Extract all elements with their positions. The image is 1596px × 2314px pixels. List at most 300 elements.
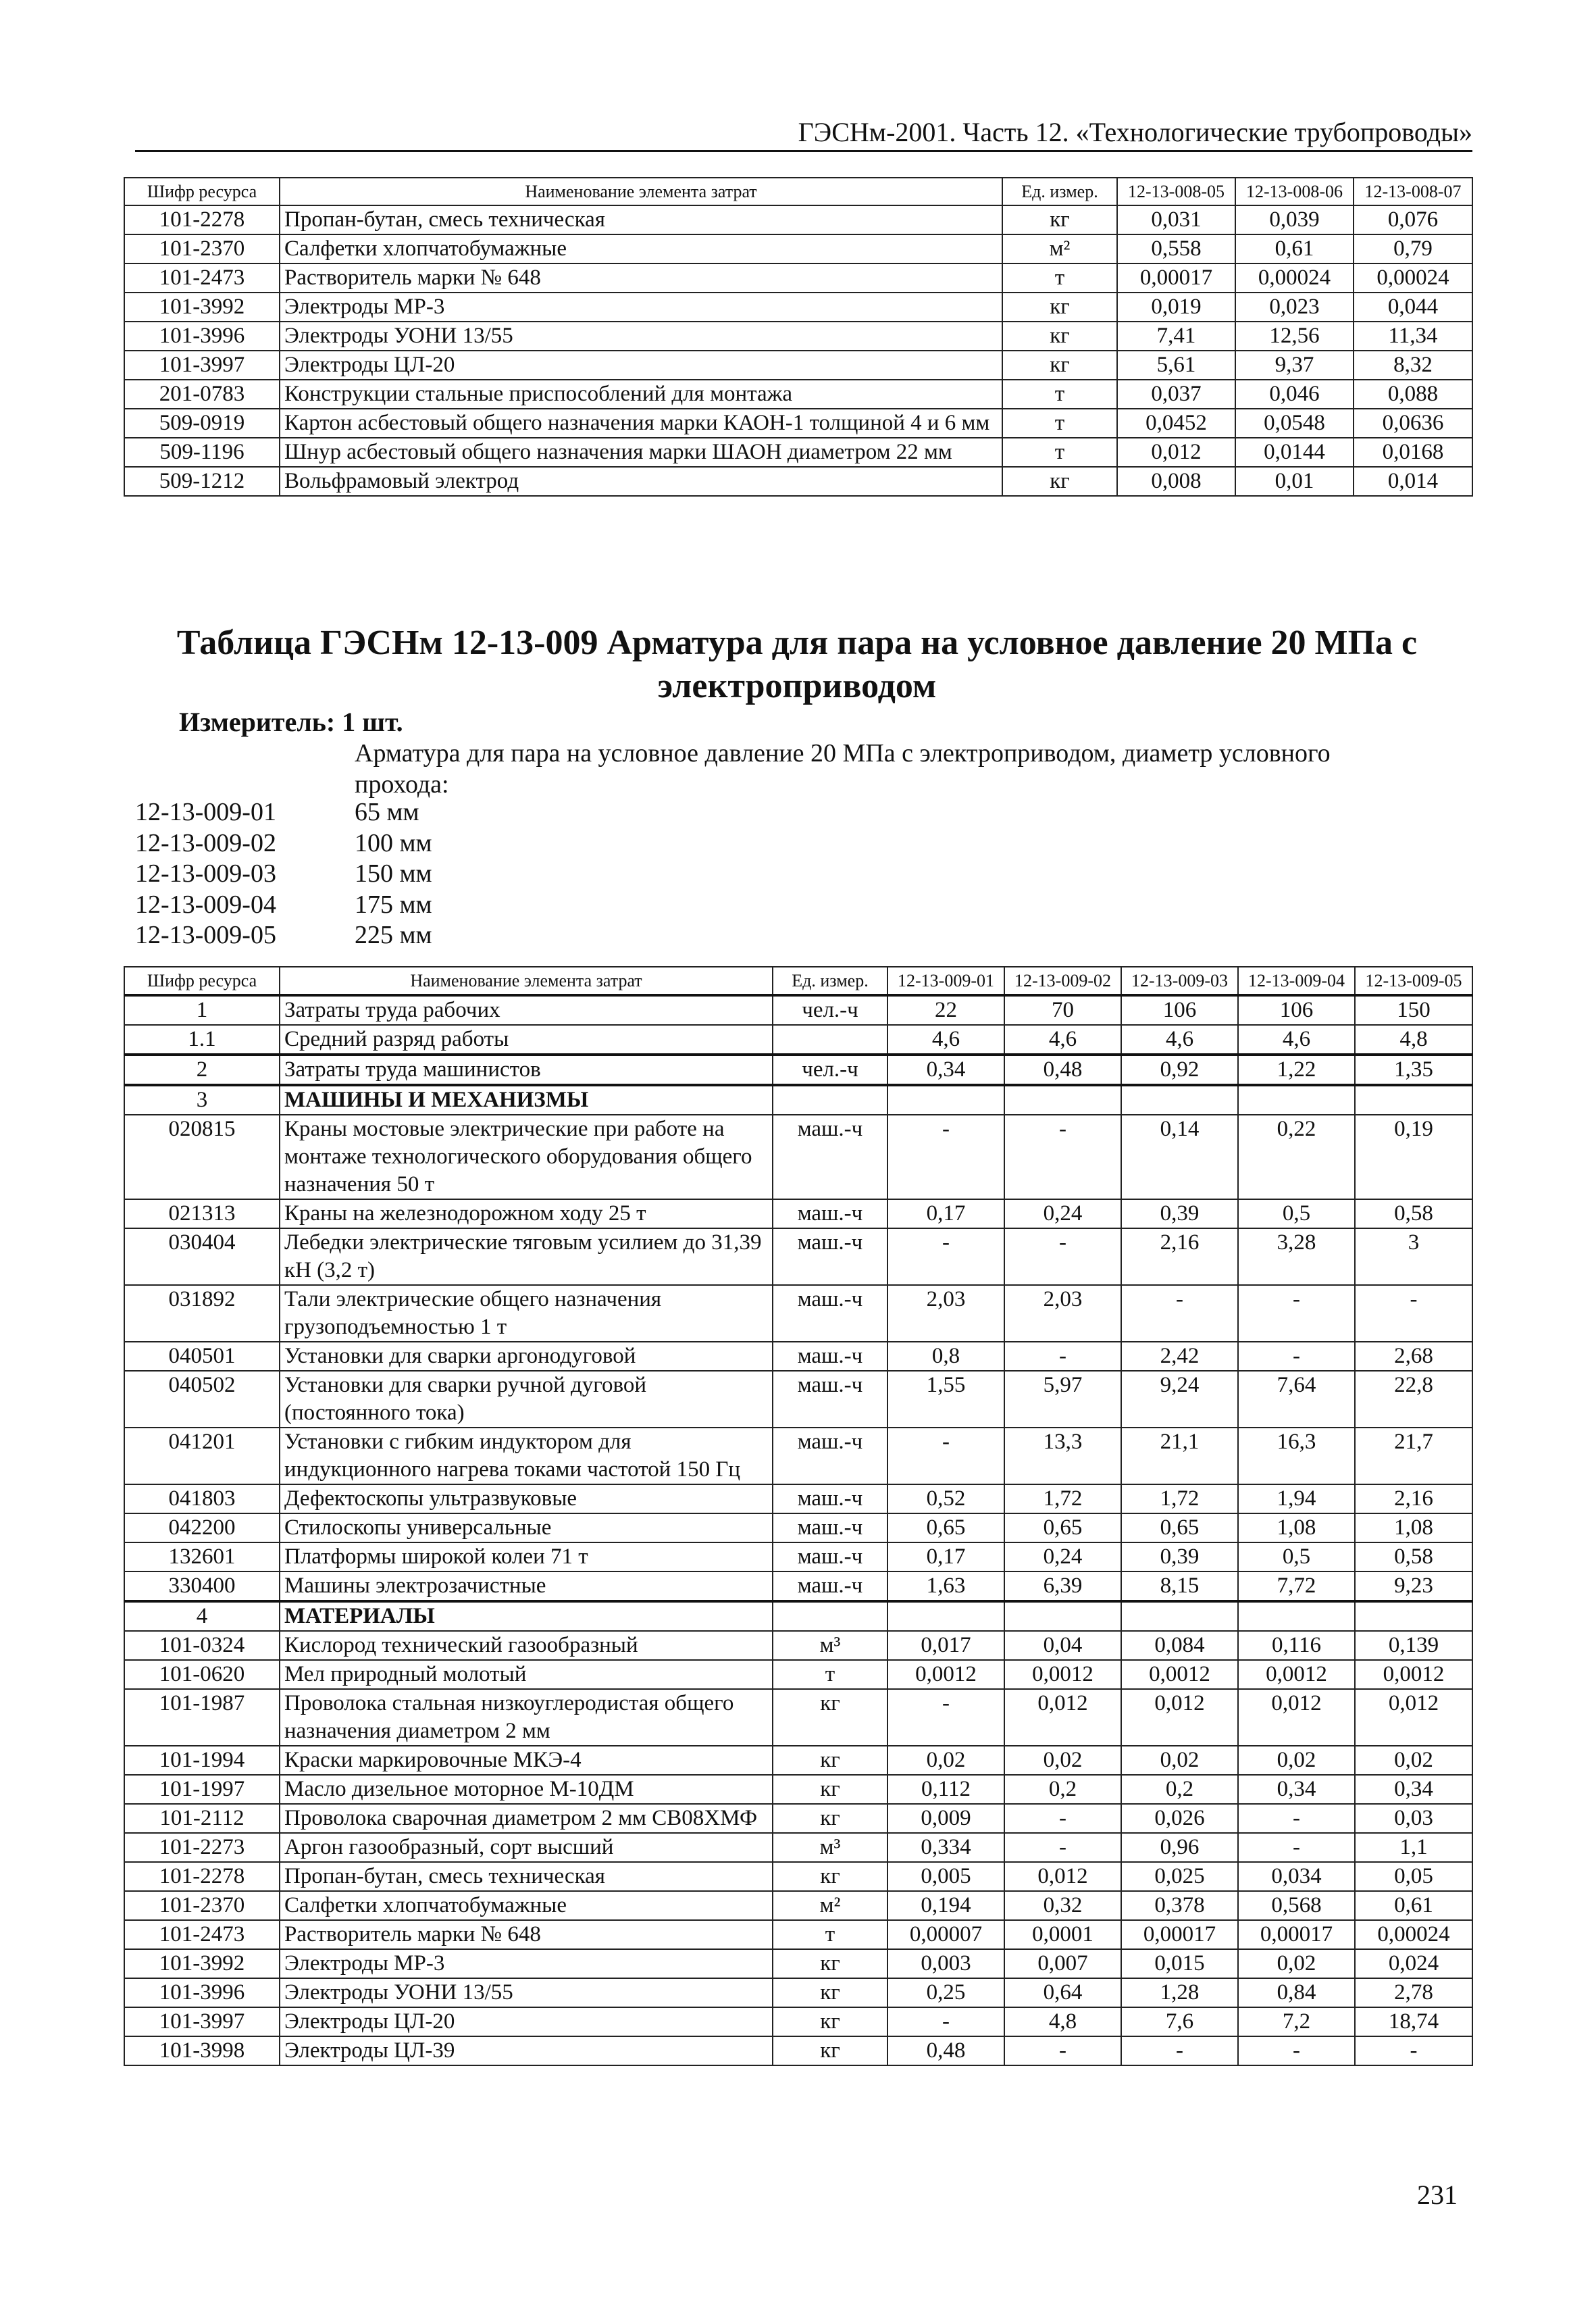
resource-name-cell: МАТЕРИАЛЫ bbox=[280, 1601, 773, 1631]
unit-cell: м³ bbox=[773, 1833, 887, 1862]
norm-value-cell: - bbox=[1121, 2036, 1238, 2065]
variant-value: 225 мм bbox=[355, 921, 432, 949]
norm-value-cell bbox=[1004, 1085, 1121, 1115]
norm-value-cell: 2,16 bbox=[1121, 1228, 1238, 1285]
resource-name-cell: Электроды УОНИ 13/55 bbox=[280, 1978, 773, 2007]
norm-value-cell: 0,25 bbox=[887, 1978, 1004, 2007]
unit-cell: кг bbox=[1002, 351, 1117, 380]
unit-cell: кг bbox=[1002, 205, 1117, 234]
norm-value-cell: - bbox=[1238, 2036, 1355, 2065]
column-header-name: Наименование элемента затрат bbox=[280, 178, 1002, 205]
norm-value-cell: 4,6 bbox=[1238, 1025, 1355, 1055]
table-row bbox=[124, 205, 1472, 234]
table-row bbox=[124, 263, 1472, 293]
norm-value-cell: 2,03 bbox=[887, 1285, 1004, 1342]
variant-item bbox=[135, 920, 432, 951]
unit-cell: кг bbox=[773, 1775, 887, 1804]
resource-code-cell: 330400 bbox=[124, 1571, 280, 1601]
norm-value-cell bbox=[1238, 1085, 1355, 1115]
norm-value-cell: 0,025 bbox=[1121, 1862, 1238, 1891]
norm-value-cell: 0,61 bbox=[1355, 1891, 1472, 1920]
table-row bbox=[124, 1804, 1472, 1833]
norm-value-cell: 0,023 bbox=[1235, 293, 1354, 322]
unit-cell: кг bbox=[773, 2036, 887, 2065]
variant-list bbox=[135, 797, 432, 951]
norm-value-cell: 18,74 bbox=[1355, 2007, 1472, 2036]
norm-value-cell: 1,08 bbox=[1355, 1513, 1472, 1542]
unit-cell bbox=[773, 1085, 887, 1115]
norm-value-cell: 4,8 bbox=[1355, 1025, 1472, 1055]
unit-cell: м² bbox=[773, 1891, 887, 1920]
norm-value-cell: 0,024 bbox=[1355, 1949, 1472, 1978]
table-title: Таблица ГЭСНм 12-13-009 Арматура для пара на условное давление 20 МПа с электроприводом bbox=[176, 624, 1418, 705]
resource-code-cell: 041201 bbox=[124, 1428, 280, 1484]
table-row bbox=[124, 467, 1472, 496]
unit-cell: кг bbox=[773, 1862, 887, 1891]
norm-value-cell: - bbox=[1004, 1833, 1121, 1862]
norm-value-cell: 0,012 bbox=[1355, 1689, 1472, 1746]
resource-code-cell: 201-0783 bbox=[124, 380, 280, 409]
unit-cell: м² bbox=[1002, 234, 1117, 263]
norm-value-cell: 0,65 bbox=[1004, 1513, 1121, 1542]
norm-value-cell: 0,39 bbox=[1121, 1199, 1238, 1228]
unit-cell: кг bbox=[773, 1689, 887, 1746]
norm-value-cell: 9,23 bbox=[1355, 1571, 1472, 1601]
resource-name-cell: Краски маркировочные МКЭ-4 bbox=[280, 1746, 773, 1775]
table-row bbox=[124, 1025, 1472, 1055]
norm-value-cell: 0,14 bbox=[1121, 1115, 1238, 1199]
unit-cell: кг bbox=[773, 1949, 887, 1978]
norm-value-cell: - bbox=[1004, 1115, 1121, 1199]
resource-code-cell: 101-2370 bbox=[124, 1891, 280, 1920]
table-row bbox=[124, 1660, 1472, 1689]
norm-value-cell: 4,8 bbox=[1004, 2007, 1121, 2036]
resource-code-cell: 101-3997 bbox=[124, 2007, 280, 2036]
table-row bbox=[124, 1891, 1472, 1920]
column-header-norm: 12-13-009-02 bbox=[1004, 967, 1121, 995]
resource-name-cell: Стилоскопы универсальные bbox=[280, 1513, 773, 1542]
table-description: Арматура для пара на условное давление 20 МПа с электроприводом, диаметр условного прохода: bbox=[355, 739, 1331, 799]
resource-table-008 bbox=[124, 177, 1473, 497]
norm-value-cell: 0,0012 bbox=[1004, 1660, 1121, 1689]
unit-cell: т bbox=[1002, 438, 1117, 467]
norm-value-cell: 0,04 bbox=[1004, 1631, 1121, 1660]
resource-code-cell: 4 bbox=[124, 1601, 280, 1631]
unit-cell: маш.-ч bbox=[773, 1371, 887, 1428]
norm-value-cell: 1,55 bbox=[887, 1371, 1004, 1428]
norm-value-cell: 0,02 bbox=[1238, 1746, 1355, 1775]
resource-code-cell: 101-1997 bbox=[124, 1775, 280, 1804]
norm-value-cell bbox=[1121, 1601, 1238, 1631]
norm-value-cell: 0,05 bbox=[1355, 1862, 1472, 1891]
norm-value-cell: 0,02 bbox=[1355, 1746, 1472, 1775]
section-row bbox=[124, 1085, 1472, 1115]
norm-value-cell: 0,088 bbox=[1354, 380, 1472, 409]
norm-value-cell: 21,7 bbox=[1355, 1428, 1472, 1484]
section-row bbox=[124, 1601, 1472, 1631]
column-header-unit: Ед. измер. bbox=[773, 967, 887, 995]
norm-value-cell: 1,1 bbox=[1355, 1833, 1472, 1862]
unit-cell: м³ bbox=[773, 1631, 887, 1660]
header-rule bbox=[135, 150, 1472, 152]
table-row bbox=[124, 995, 1472, 1025]
norm-value-cell: 1,63 bbox=[887, 1571, 1004, 1601]
norm-value-cell: 0,00024 bbox=[1235, 263, 1354, 293]
column-header-norm: 12-13-008-06 bbox=[1235, 178, 1354, 205]
variant-code: 12-13-009-03 bbox=[135, 859, 276, 888]
norm-value-cell: 0,012 bbox=[1117, 438, 1235, 467]
resource-name-cell: Установки для сварки ручной дуговой (постоянного тока) bbox=[280, 1371, 773, 1428]
norm-value-cell: 2,78 bbox=[1355, 1978, 1472, 2007]
norm-value-cell: 0,0012 bbox=[1238, 1660, 1355, 1689]
resource-code-cell: 101-0324 bbox=[124, 1631, 280, 1660]
resource-name-cell: Растворитель марки № 648 bbox=[280, 263, 1002, 293]
norm-value-cell: 0,5 bbox=[1238, 1542, 1355, 1571]
resource-name-cell: Краны мостовые электрические при работе на монтаже технологического оборудования общего назначения 50 т bbox=[280, 1115, 773, 1199]
norm-value-cell: 13,3 bbox=[1004, 1428, 1121, 1484]
resource-code-cell: 2 bbox=[124, 1055, 280, 1085]
table-row bbox=[124, 1862, 1472, 1891]
unit-cell: т bbox=[773, 1660, 887, 1689]
norm-value-cell: 2,42 bbox=[1121, 1342, 1238, 1371]
norm-value-cell: - bbox=[887, 1115, 1004, 1199]
norm-value-cell: 0,019 bbox=[1117, 293, 1235, 322]
norm-value-cell: - bbox=[887, 1428, 1004, 1484]
norm-value-cell: 106 bbox=[1121, 995, 1238, 1025]
norm-value-cell: 0,17 bbox=[887, 1199, 1004, 1228]
column-header-norm: 12-13-009-05 bbox=[1355, 967, 1472, 995]
table-row bbox=[124, 409, 1472, 438]
table-row bbox=[124, 1746, 1472, 1775]
norm-value-cell bbox=[1355, 1085, 1472, 1115]
resource-name-cell: МАШИНЫ И МЕХАНИЗМЫ bbox=[280, 1085, 773, 1115]
norm-value-cell: 5,97 bbox=[1004, 1371, 1121, 1428]
norm-value-cell: 11,34 bbox=[1354, 322, 1472, 351]
table-row bbox=[124, 1428, 1472, 1484]
resource-code-cell: 101-2278 bbox=[124, 1862, 280, 1891]
norm-value-cell: 0,007 bbox=[1004, 1949, 1121, 1978]
norm-value-cell: 0,96 bbox=[1121, 1833, 1238, 1862]
table-row bbox=[124, 438, 1472, 467]
unit-cell: маш.-ч bbox=[773, 1228, 887, 1285]
resource-name-cell: Электроды ЦЛ-20 bbox=[280, 2007, 773, 2036]
norm-value-cell bbox=[887, 1085, 1004, 1115]
norm-value-cell: 0,65 bbox=[1121, 1513, 1238, 1542]
norm-value-cell: 21,1 bbox=[1121, 1428, 1238, 1484]
resource-name-cell: Лебедки электрические тяговым усилием до 31,39 кН (3,2 т) bbox=[280, 1228, 773, 1285]
norm-value-cell: 0,02 bbox=[1121, 1746, 1238, 1775]
variant-code: 12-13-009-02 bbox=[135, 828, 276, 857]
variant-code: 12-13-009-01 bbox=[135, 798, 276, 826]
norm-value-cell: 70 bbox=[1004, 995, 1121, 1025]
resource-code-cell: 020815 bbox=[124, 1115, 280, 1199]
resource-name-cell: Машины электрозачистные bbox=[280, 1571, 773, 1601]
norm-value-cell: 0,00017 bbox=[1121, 1920, 1238, 1949]
resource-name-cell: Электроды ЦЛ-20 bbox=[280, 351, 1002, 380]
norm-value-cell: 0,2 bbox=[1121, 1775, 1238, 1804]
variant-item bbox=[135, 828, 432, 859]
norm-value-cell: 0,568 bbox=[1238, 1891, 1355, 1920]
norm-value-cell: 0,64 bbox=[1004, 1978, 1121, 2007]
norm-value-cell: 3,28 bbox=[1238, 1228, 1355, 1285]
unit-cell: кг bbox=[773, 1804, 887, 1833]
variant-value: 100 мм bbox=[355, 828, 432, 857]
table-row bbox=[124, 1978, 1472, 2007]
table-row bbox=[124, 1115, 1472, 1199]
norm-value-cell: 9,37 bbox=[1235, 351, 1354, 380]
norm-value-cell: 0,005 bbox=[887, 1862, 1004, 1891]
table-header-row bbox=[124, 178, 1472, 205]
norm-value-cell: 0,009 bbox=[887, 1804, 1004, 1833]
resource-name-cell: Электроды УОНИ 13/55 bbox=[280, 322, 1002, 351]
norm-value-cell: 1,22 bbox=[1238, 1055, 1355, 1085]
resource-code-cell: 101-2278 bbox=[124, 205, 280, 234]
norm-value-cell: 0,58 bbox=[1355, 1542, 1472, 1571]
norm-value-cell: 0,0636 bbox=[1354, 409, 1472, 438]
norm-value-cell: 0,046 bbox=[1235, 380, 1354, 409]
norm-value-cell: 7,64 bbox=[1238, 1371, 1355, 1428]
norm-value-cell bbox=[1355, 1601, 1472, 1631]
table-row bbox=[124, 1542, 1472, 1571]
norm-value-cell: 0,48 bbox=[887, 2036, 1004, 2065]
table-row bbox=[124, 2036, 1472, 2065]
norm-value-cell: - bbox=[1238, 1804, 1355, 1833]
resource-name-cell: Проволока сварочная диаметром 2 мм СВ08ХМФ bbox=[280, 1804, 773, 1833]
resource-code-cell: 041803 bbox=[124, 1484, 280, 1513]
norm-value-cell: 0,22 bbox=[1238, 1115, 1355, 1199]
unit-cell: кг bbox=[1002, 322, 1117, 351]
resource-code-cell: 101-3996 bbox=[124, 1978, 280, 2007]
norm-value-cell: 16,3 bbox=[1238, 1428, 1355, 1484]
norm-value-cell: - bbox=[1355, 2036, 1472, 2065]
resource-code-cell: 101-1994 bbox=[124, 1746, 280, 1775]
norm-value-cell: - bbox=[1355, 1285, 1472, 1342]
norm-value-cell: 1,28 bbox=[1121, 1978, 1238, 2007]
norm-value-cell: 7,72 bbox=[1238, 1571, 1355, 1601]
norm-value-cell: 0,34 bbox=[1355, 1775, 1472, 1804]
norm-value-cell: 0,65 bbox=[887, 1513, 1004, 1542]
column-header-name: Наименование элемента затрат bbox=[280, 967, 773, 995]
norm-value-cell: 0,01 bbox=[1235, 467, 1354, 496]
norm-value-cell: 6,39 bbox=[1004, 1571, 1121, 1601]
norm-value-cell: 8,32 bbox=[1354, 351, 1472, 380]
norm-value-cell: 0,48 bbox=[1004, 1055, 1121, 1085]
resource-code-cell: 030404 bbox=[124, 1228, 280, 1285]
table-row bbox=[124, 351, 1472, 380]
norm-value-cell: 0,79 bbox=[1354, 234, 1472, 263]
norm-value-cell: 0,076 bbox=[1354, 205, 1472, 234]
norm-value-cell: 0,039 bbox=[1235, 205, 1354, 234]
resource-code-cell: 101-1987 bbox=[124, 1689, 280, 1746]
resource-code-cell: 101-0620 bbox=[124, 1660, 280, 1689]
table-row bbox=[124, 1285, 1472, 1342]
resource-code-cell: 101-3998 bbox=[124, 2036, 280, 2065]
norm-value-cell: 0,0001 bbox=[1004, 1920, 1121, 1949]
column-header-norm: 12-13-009-03 bbox=[1121, 967, 1238, 995]
resource-name-cell: Дефектоскопы ультразвуковые bbox=[280, 1484, 773, 1513]
norm-value-cell: 0,00017 bbox=[1238, 1920, 1355, 1949]
resource-name-cell: Мел природный молотый bbox=[280, 1660, 773, 1689]
resource-code-cell: 040501 bbox=[124, 1342, 280, 1371]
unit-cell: чел.-ч bbox=[773, 995, 887, 1025]
column-header-norm: 12-13-008-05 bbox=[1117, 178, 1235, 205]
column-header-code: Шифр ресурса bbox=[124, 178, 280, 205]
norm-value-cell: 0,334 bbox=[887, 1833, 1004, 1862]
unit-cell: т bbox=[1002, 263, 1117, 293]
resource-name-cell: Салфетки хлопчатобумажные bbox=[280, 234, 1002, 263]
norm-value-cell: 7,41 bbox=[1117, 322, 1235, 351]
variant-value: 150 мм bbox=[355, 859, 432, 888]
table-row bbox=[124, 1833, 1472, 1862]
unit-cell: т bbox=[1002, 380, 1117, 409]
norm-value-cell: 0,026 bbox=[1121, 1804, 1238, 1833]
resource-name-cell: Растворитель марки № 648 bbox=[280, 1920, 773, 1949]
resource-code-cell: 132601 bbox=[124, 1542, 280, 1571]
norm-value-cell: 0,558 bbox=[1117, 234, 1235, 263]
norm-value-cell: 0,52 bbox=[887, 1484, 1004, 1513]
resource-name-cell: Шнур асбестовый общего назначения марки ШАОН диаметром 22 мм bbox=[280, 438, 1002, 467]
norm-value-cell: 12,56 bbox=[1235, 322, 1354, 351]
table-row bbox=[124, 1371, 1472, 1428]
norm-value-cell: 1,72 bbox=[1121, 1484, 1238, 1513]
norm-value-cell: 1,94 bbox=[1238, 1484, 1355, 1513]
resource-name-cell: Затраты труда рабочих bbox=[280, 995, 773, 1025]
running-header: ГЭСНм-2001. Часть 12. «Технологические трубопроводы» bbox=[798, 117, 1472, 147]
resource-code-cell: 3 bbox=[124, 1085, 280, 1115]
norm-value-cell: 0,00024 bbox=[1354, 263, 1472, 293]
column-header-unit: Ед. измер. bbox=[1002, 178, 1117, 205]
norm-value-cell: 0,034 bbox=[1238, 1862, 1355, 1891]
resource-name-cell: Картон асбестовый общего назначения марки КАОН-1 толщиной 4 и 6 мм bbox=[280, 409, 1002, 438]
norm-value-cell: 0,0012 bbox=[1121, 1660, 1238, 1689]
resource-code-cell: 021313 bbox=[124, 1199, 280, 1228]
resource-name-cell: Краны на железнодорожном ходу 25 т bbox=[280, 1199, 773, 1228]
norm-value-cell: 0,24 bbox=[1004, 1542, 1121, 1571]
norm-value-cell: 22 bbox=[887, 995, 1004, 1025]
variant-item bbox=[135, 890, 432, 921]
unit-cell bbox=[773, 1025, 887, 1055]
resource-name-cell: Пропан-бутан, смесь техническая bbox=[280, 1862, 773, 1891]
norm-value-cell: - bbox=[1004, 1342, 1121, 1371]
norm-value-cell: 0,008 bbox=[1117, 467, 1235, 496]
norm-value-cell: - bbox=[1238, 1833, 1355, 1862]
norm-value-cell: 0,017 bbox=[887, 1631, 1004, 1660]
norm-value-cell: 2,68 bbox=[1355, 1342, 1472, 1371]
norm-value-cell: 0,03 bbox=[1355, 1804, 1472, 1833]
norm-value-cell: 0,92 bbox=[1121, 1055, 1238, 1085]
column-header-code: Шифр ресурса bbox=[124, 967, 280, 995]
norm-value-cell: 0,34 bbox=[887, 1055, 1004, 1085]
norm-value-cell: 4,6 bbox=[1121, 1025, 1238, 1055]
unit-cell: кг bbox=[773, 1978, 887, 2007]
resource-table-009 bbox=[124, 966, 1473, 2066]
unit-cell: кг bbox=[1002, 467, 1117, 496]
resource-code-cell: 031892 bbox=[124, 1285, 280, 1342]
unit-cell bbox=[773, 1601, 887, 1631]
unit-cell: маш.-ч bbox=[773, 1513, 887, 1542]
resource-code-cell: 509-1212 bbox=[124, 467, 280, 496]
measure-unit: Измеритель: 1 шт. bbox=[179, 707, 403, 737]
norm-value-cell: 0,014 bbox=[1354, 467, 1472, 496]
norm-value-cell: 0,139 bbox=[1355, 1631, 1472, 1660]
resource-name-cell: Масло дизельное моторное М-10ДМ bbox=[280, 1775, 773, 1804]
resource-name-cell: Аргон газообразный, сорт высший bbox=[280, 1833, 773, 1862]
unit-cell: маш.-ч bbox=[773, 1571, 887, 1601]
table-row bbox=[124, 1199, 1472, 1228]
unit-cell: маш.-ч bbox=[773, 1199, 887, 1228]
norm-value-cell: 0,0548 bbox=[1235, 409, 1354, 438]
norm-value-cell: 9,24 bbox=[1121, 1371, 1238, 1428]
norm-value-cell: 0,61 bbox=[1235, 234, 1354, 263]
norm-value-cell: 0,84 bbox=[1238, 1978, 1355, 2007]
resource-code-cell: 101-2370 bbox=[124, 234, 280, 263]
resource-name-cell: Средний разряд работы bbox=[280, 1025, 773, 1055]
resource-code-cell: 101-3992 bbox=[124, 293, 280, 322]
resource-name-cell: Кислород технический газообразный bbox=[280, 1631, 773, 1660]
resource-code-cell: 509-1196 bbox=[124, 438, 280, 467]
norm-value-cell: 0,02 bbox=[1004, 1746, 1121, 1775]
norm-value-cell: 7,6 bbox=[1121, 2007, 1238, 2036]
page-number: 231 bbox=[1417, 2180, 1458, 2210]
norm-value-cell: 0,0168 bbox=[1354, 438, 1472, 467]
norm-value-cell: 1,72 bbox=[1004, 1484, 1121, 1513]
table-row bbox=[124, 1689, 1472, 1746]
norm-value-cell: 0,2 bbox=[1004, 1775, 1121, 1804]
resource-code-cell: 101-2473 bbox=[124, 1920, 280, 1949]
norm-value-cell: 0,32 bbox=[1004, 1891, 1121, 1920]
norm-value-cell: 0,8 bbox=[887, 1342, 1004, 1371]
norm-value-cell: - bbox=[887, 1689, 1004, 1746]
resource-name-cell: Электроды ЦЛ-39 bbox=[280, 2036, 773, 2065]
norm-value-cell: 0,112 bbox=[887, 1775, 1004, 1804]
resource-name-cell: Проволока стальная низкоуглеродистая общего назначения диаметром 2 мм bbox=[280, 1689, 773, 1746]
variant-value: 65 мм bbox=[355, 798, 419, 826]
norm-value-cell: 0,24 bbox=[1004, 1199, 1121, 1228]
table-row bbox=[124, 322, 1472, 351]
table-row bbox=[124, 380, 1472, 409]
norm-value-cell: 0,012 bbox=[1238, 1689, 1355, 1746]
unit-cell: маш.-ч bbox=[773, 1285, 887, 1342]
table-row bbox=[124, 1484, 1472, 1513]
variant-value: 175 мм bbox=[355, 890, 432, 919]
norm-value-cell: 0,02 bbox=[1238, 1949, 1355, 1978]
norm-value-cell: 150 bbox=[1355, 995, 1472, 1025]
resource-code-cell: 040502 bbox=[124, 1371, 280, 1428]
resource-name-cell: Установки для сварки аргонодуговой bbox=[280, 1342, 773, 1371]
norm-value-cell: - bbox=[887, 1228, 1004, 1285]
resource-name-cell: Установки с гибким индуктором для индукционного нагрева токами частотой 150 Гц bbox=[280, 1428, 773, 1484]
variant-code: 12-13-009-05 bbox=[135, 921, 276, 949]
table-row bbox=[124, 2007, 1472, 2036]
norm-value-cell: 0,00024 bbox=[1355, 1920, 1472, 1949]
norm-value-cell: 0,0012 bbox=[887, 1660, 1004, 1689]
norm-value-cell: 0,39 bbox=[1121, 1542, 1238, 1571]
unit-cell: маш.-ч bbox=[773, 1428, 887, 1484]
norm-value-cell: 0,044 bbox=[1354, 293, 1472, 322]
resource-code-cell: 101-2112 bbox=[124, 1804, 280, 1833]
norm-value-cell: 0,378 bbox=[1121, 1891, 1238, 1920]
unit-cell: кг bbox=[773, 2007, 887, 2036]
norm-value-cell: 0,00007 bbox=[887, 1920, 1004, 1949]
table-row bbox=[124, 1342, 1472, 1371]
norm-value-cell: 0,012 bbox=[1004, 1689, 1121, 1746]
norm-value-cell bbox=[1121, 1085, 1238, 1115]
norm-value-cell: 4,6 bbox=[887, 1025, 1004, 1055]
resource-name-cell: Вольфрамовый электрод bbox=[280, 467, 1002, 496]
norm-value-cell: 0,116 bbox=[1238, 1631, 1355, 1660]
norm-value-cell: 0,5 bbox=[1238, 1199, 1355, 1228]
norm-value-cell: - bbox=[1238, 1342, 1355, 1371]
